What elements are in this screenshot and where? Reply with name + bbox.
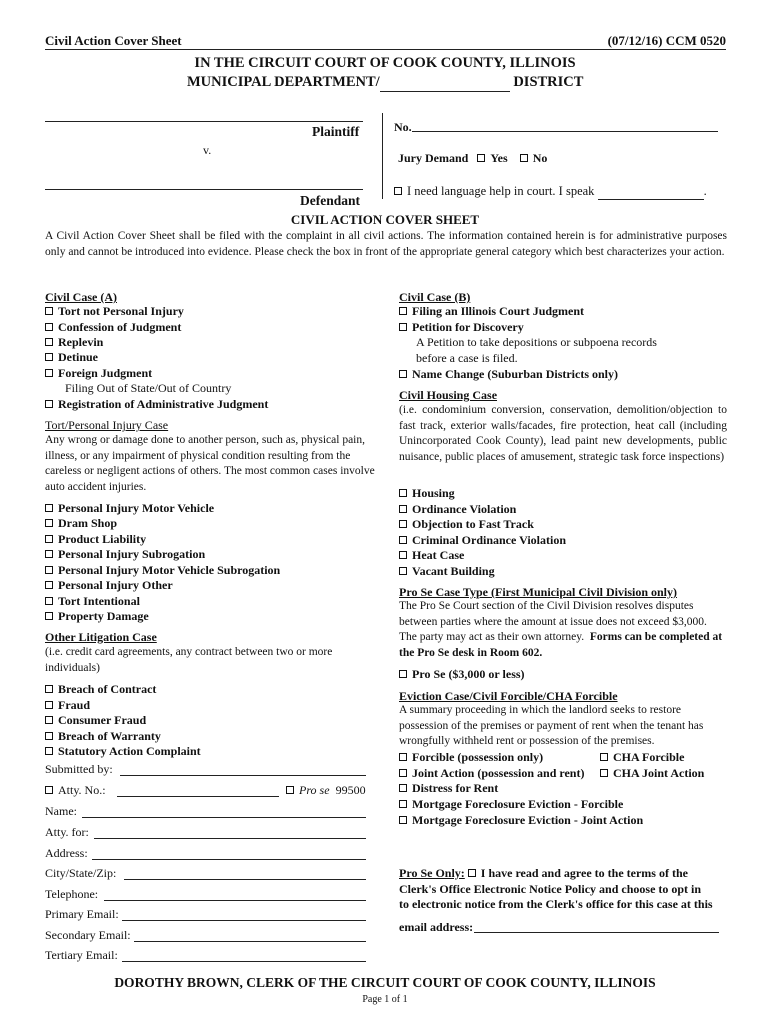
checkbox[interactable]: [45, 307, 53, 315]
checkbox[interactable]: [45, 504, 53, 512]
criminal-ordinance-violation[interactable]: Criminal Ordinance Violation: [399, 533, 566, 548]
petition-sub-2: before a case is filed.: [416, 351, 518, 365]
email-address-label: email address:: [399, 920, 474, 934]
district-field[interactable]: [380, 74, 510, 92]
checkbox[interactable]: [45, 338, 53, 346]
primary-email-field[interactable]: [122, 920, 366, 921]
plaintiff-field[interactable]: [45, 121, 363, 122]
ordinance-violation[interactable]: Ordinance Violation: [399, 502, 516, 517]
foreign-judgment-sub: Filing Out of State/Out of Country: [65, 381, 232, 395]
checkbox[interactable]: [399, 551, 407, 559]
checkbox[interactable]: [45, 716, 53, 724]
name-label: Name:: [45, 804, 77, 818]
pro-se-option: Pro se 99500: [286, 783, 366, 798]
defendant-label: Defendant: [300, 193, 360, 208]
petition-sub-1: A Petition to take depositions or subpoena records: [416, 335, 657, 349]
pro-se-checkbox[interactable]: [286, 786, 294, 794]
checkbox[interactable]: [399, 753, 407, 761]
clerk-footer: DOROTHY BROWN, CLERK OF THE CIRCUIT COURT OF COOK COUNTY, ILLINOIS: [114, 975, 656, 990]
checkbox[interactable]: [399, 323, 407, 331]
tort-not-pi[interactable]: Tort not Personal Injury: [45, 304, 184, 319]
versus-label: v.: [203, 143, 212, 157]
cha-joint-action[interactable]: CHA Joint Action: [600, 766, 704, 781]
language-help: I need language help in court. I speak .: [394, 184, 707, 200]
name-change[interactable]: Name Change (Suburban Districts only): [399, 367, 618, 382]
secondary-email-label: Secondary Email:: [45, 928, 131, 942]
detinue[interactable]: Detinue: [45, 350, 98, 365]
defendant-field[interactable]: [45, 189, 363, 190]
pro-se-only-line2: Clerk's Office Electronic Notice Policy and choose to opt in: [399, 882, 702, 896]
checkbox[interactable]: [399, 784, 407, 792]
form-code: (07/12/16) CCM 0520: [607, 33, 726, 48]
submitted-by-field[interactable]: [120, 775, 366, 776]
pi-motor-vehicle-subrogation[interactable]: Personal Injury Motor Vehicle Subrogation: [45, 563, 280, 578]
name-field[interactable]: [82, 817, 366, 818]
civil-housing-text: (i.e. condominium conversion, conservation, demolition/objection to fast track, exterior walls/facades, fire protection, heat call (including Unincorporated Cook County), lead paint new developments, public nuisance, public places of amusement, strategic task force inspections): [399, 404, 727, 463]
checkbox[interactable]: [45, 747, 53, 755]
pro-se-opt-in-checkbox[interactable]: [468, 869, 476, 877]
checkbox[interactable]: [399, 370, 407, 378]
pi-other[interactable]: Personal Injury Other: [45, 578, 173, 593]
plaintiff-label: Plaintiff: [312, 124, 360, 139]
checkbox[interactable]: [399, 489, 407, 497]
checkbox[interactable]: [45, 550, 53, 558]
property-damage[interactable]: Property Damage: [45, 609, 149, 624]
pi-subrogation[interactable]: Personal Injury Subrogation: [45, 547, 205, 562]
jury-yes-checkbox[interactable]: [477, 154, 485, 162]
checkbox[interactable]: [45, 581, 53, 589]
checkbox[interactable]: [399, 567, 407, 575]
caption-divider: [382, 113, 383, 199]
checkbox[interactable]: [45, 323, 53, 331]
checkbox[interactable]: [45, 353, 53, 361]
product-liability[interactable]: Product Liability: [45, 532, 146, 547]
breach-of-contract[interactable]: Breach of Contract: [45, 682, 156, 697]
civil-case-b-heading: Civil Case (B): [399, 290, 471, 304]
checkbox[interactable]: [600, 769, 608, 777]
checkbox[interactable]: [399, 307, 407, 315]
foreign-judgment[interactable]: Foreign Judgment: [45, 366, 152, 381]
heat-case[interactable]: Heat Case: [399, 548, 464, 563]
registration-admin-judgment[interactable]: Registration of Administrative Judgment: [45, 397, 268, 412]
city-state-zip-label: City/State/Zip:: [45, 866, 117, 880]
secondary-email-field[interactable]: [134, 941, 366, 942]
intro-text: A Civil Action Cover Sheet shall be filed with the complaint in all civil actions. The information contained herein is for administrative purposes only and cannot be introduced into evidence. Please check the box in front of the appropriate general category which best characterizes your action.: [45, 230, 727, 258]
objection-fast-track[interactable]: Objection to Fast Track: [399, 517, 534, 532]
pi-motor-vehicle[interactable]: Personal Injury Motor Vehicle: [45, 501, 214, 516]
checkbox[interactable]: [600, 753, 608, 761]
dram-shop[interactable]: Dram Shop: [45, 516, 117, 531]
atty-no-field[interactable]: [117, 796, 279, 797]
checkbox[interactable]: [399, 670, 407, 678]
civil-case-a-heading: Civil Case (A): [45, 290, 117, 304]
filing-il-judgment[interactable]: Filing an Illinois Court Judgment: [399, 304, 584, 319]
consumer-fraud[interactable]: Consumer Fraud: [45, 713, 146, 728]
checkbox[interactable]: [399, 816, 407, 824]
jury-demand: Jury Demand Yes No: [398, 151, 548, 165]
city-state-zip-field[interactable]: [124, 879, 366, 880]
court-department: MUNICIPAL DEPARTMENT/ DISTRICT: [187, 74, 584, 90]
forcible[interactable]: Forcible (possession only): [399, 750, 543, 765]
confession-of-judgment[interactable]: Confession of Judgment: [45, 320, 181, 335]
checkbox[interactable]: [399, 769, 407, 777]
jury-no-checkbox[interactable]: [520, 154, 528, 162]
eviction-heading: Eviction Case/Civil Forcible/CHA Forcible: [399, 689, 618, 703]
language-help-checkbox[interactable]: [394, 187, 402, 195]
language-field[interactable]: [598, 184, 704, 200]
breach-of-warranty[interactable]: Breach of Warranty: [45, 729, 161, 744]
civil-housing-heading: Civil Housing Case: [399, 388, 498, 402]
case-number-label: No.: [394, 120, 412, 134]
other-litigation-heading: Other Litigation Case: [45, 630, 157, 644]
tertiary-email-field[interactable]: [122, 961, 366, 962]
telephone-field[interactable]: [104, 900, 366, 901]
case-number-field[interactable]: [412, 131, 718, 132]
checkbox[interactable]: [399, 536, 407, 544]
petition-for-discovery[interactable]: Petition for Discovery: [399, 320, 524, 335]
submitted-by-label: Submitted by:: [45, 762, 113, 776]
cha-forcible[interactable]: CHA Forcible: [600, 750, 684, 765]
atty-no-checkbox[interactable]: [45, 786, 53, 794]
checkbox[interactable]: [399, 505, 407, 513]
pro-se-3000[interactable]: Pro Se ($3,000 or less): [399, 667, 525, 682]
checkbox[interactable]: [45, 519, 53, 527]
header-rule: [45, 49, 726, 50]
page-number: Page 1 of 1: [362, 994, 408, 1005]
fraud[interactable]: Fraud: [45, 698, 90, 713]
cover-sheet-title: CIVIL ACTION COVER SHEET: [290, 212, 480, 227]
primary-email-label: Primary Email:: [45, 907, 119, 921]
pro-se-only-line1: Pro Se Only: I have read and agree to the terms of the: [399, 866, 688, 880]
tort-intentional[interactable]: Tort Intentional: [45, 594, 140, 609]
checkbox[interactable]: [45, 400, 53, 408]
distress-for-rent[interactable]: Distress for Rent: [399, 781, 498, 796]
checkbox[interactable]: [45, 566, 53, 574]
tort-text: Any wrong or damage done to another person, such as, physical pain, illness, or any impairment of physical condition resulting from the careless or negligent actions of others. The most common cases involve auto accident injuries.: [45, 434, 375, 493]
checkbox[interactable]: [45, 701, 53, 709]
atty-for-label: Atty. for:: [45, 825, 89, 839]
joint-action[interactable]: Joint Action (possession and rent): [399, 766, 584, 781]
pro-se-only-line3: to electronic notice from the Clerk's office for this case at this: [399, 897, 713, 911]
vacant-building[interactable]: Vacant Building: [399, 564, 495, 579]
housing[interactable]: Housing: [399, 486, 455, 501]
email-address-field[interactable]: [474, 932, 719, 933]
address-field[interactable]: [92, 859, 366, 860]
telephone-label: Telephone:: [45, 887, 99, 901]
tertiary-email-label: Tertiary Email:: [45, 948, 118, 962]
checkbox[interactable]: [45, 369, 53, 377]
mortgage-forcible[interactable]: Mortgage Foreclosure Eviction - Forcible: [399, 797, 623, 812]
checkbox[interactable]: [45, 732, 53, 740]
checkbox[interactable]: [45, 612, 53, 620]
checkbox[interactable]: [399, 800, 407, 808]
statutory-action-complaint[interactable]: Statutory Action Complaint: [45, 744, 201, 759]
mortgage-joint-action[interactable]: Mortgage Foreclosure Eviction - Joint Action: [399, 813, 643, 828]
pro-se-heading: Pro Se Case Type (First Municipal Civil Division only): [399, 585, 678, 599]
checkbox[interactable]: [45, 597, 53, 605]
atty-for-field[interactable]: [94, 838, 366, 839]
eviction-text: A summary proceeding in which the landlord seeks to restore possession of the premises or payment of rent when the tenant has wrongfully withheld rent or possession of the premises.: [399, 704, 704, 747]
form-title: Civil Action Cover Sheet: [45, 33, 182, 48]
checkbox[interactable]: [45, 535, 53, 543]
atty-no-label: Atty. No.:: [45, 783, 106, 798]
pro-se-text: The Pro Se Court section of the Civil Division resolves disputes between parties where the amount at issue does not exceed $3,000. The party may act as their own attorney. Forms can be completed at the Pro Se desk in Room 602.: [399, 600, 723, 659]
tort-heading: Tort/Personal Injury Case: [45, 418, 169, 432]
address-label: Address:: [45, 846, 88, 860]
checkbox[interactable]: [399, 520, 407, 528]
replevin[interactable]: Replevin: [45, 335, 103, 350]
checkbox[interactable]: [45, 685, 53, 693]
other-litigation-text: (i.e. credit card agreements, any contract between two or more individuals): [45, 646, 333, 674]
court-title: IN THE CIRCUIT COURT OF COOK COUNTY, ILLINOIS: [194, 55, 576, 71]
